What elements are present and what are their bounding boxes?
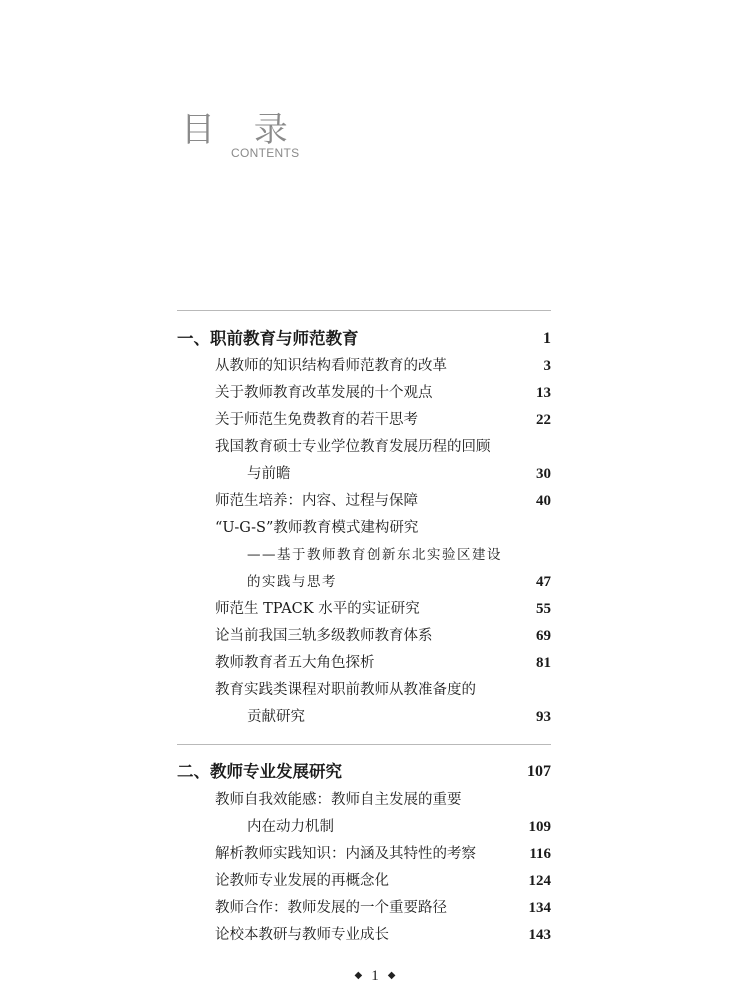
section-heading[interactable] [177, 327, 551, 351]
entry-title: 教师自我效能感：教师自主发展的重要 [215, 792, 462, 808]
entry-title: 我国教育硕士专业学位教育发展历程的回顾 [215, 439, 491, 455]
toc-entry[interactable] [177, 923, 551, 947]
entry-subtitle-continued: 的实践与思考 [247, 574, 337, 590]
toc-entry[interactable] [177, 489, 551, 513]
entry-title: 关于师范生免费教育的若干思考 [215, 412, 418, 428]
entry-page: 47 [536, 574, 551, 590]
entry-page: 22 [536, 412, 551, 428]
toc-entry[interactable] [177, 624, 551, 648]
toc-entry[interactable] [177, 705, 551, 729]
entry-page: 13 [536, 385, 551, 401]
entry-title: 关于教师教育改革发展的十个观点 [215, 385, 433, 401]
toc-entry[interactable] [177, 408, 551, 432]
toc-entry[interactable] [177, 842, 551, 866]
toc-entry[interactable] [177, 815, 551, 839]
toc-entry[interactable] [177, 869, 551, 893]
toc-entry[interactable] [177, 597, 551, 621]
entry-title: 从教师的知识结构看师范教育的改革 [215, 358, 447, 374]
entry-page: 109 [528, 819, 551, 835]
section-title: 一、职前教育与师范教育 [177, 329, 359, 348]
entry-page: 81 [536, 655, 551, 671]
page-subtitle: CONTENTS [231, 146, 300, 160]
entry-title: 教师教育者五大角色探析 [215, 655, 375, 671]
section-rule-2 [177, 744, 551, 745]
entry-title: 教育实践类课程对职前教师从教准备度的 [215, 682, 476, 698]
toc-entry-line[interactable] [177, 788, 551, 812]
toc-entry-line[interactable] [177, 543, 551, 567]
toc-entry[interactable] [177, 381, 551, 405]
toc-entry-line[interactable] [177, 678, 551, 702]
entry-page: 69 [536, 628, 551, 644]
toc-entry[interactable] [177, 462, 551, 486]
entry-title: 论当前我国三轨多级教师教育体系 [215, 628, 433, 644]
entry-title-continued: 与前瞻 [247, 466, 291, 482]
section-title: 二、教师专业发展研究 [177, 762, 342, 781]
toc-entry-line[interactable] [177, 516, 551, 540]
diamond-ornament-icon: ◆ [387, 970, 396, 981]
entry-page: 143 [528, 927, 551, 943]
entry-page: 40 [536, 493, 551, 509]
entry-title: “U-G-S”教师教育模式建构研究 [215, 520, 419, 536]
section-rule-1 [177, 310, 551, 311]
entry-title: 解析教师实践知识：内涵及其特性的考察 [215, 846, 476, 862]
page-title: 目 录 [181, 110, 302, 150]
entry-title: 师范生培养：内容、过程与保障 [215, 493, 418, 509]
toc-entry[interactable] [177, 354, 551, 378]
entry-page: 3 [543, 358, 551, 374]
page-number: 1 [371, 968, 379, 984]
entry-page: 30 [536, 466, 551, 482]
entry-title-continued: 贡献研究 [247, 709, 305, 725]
entry-page: 116 [529, 846, 551, 862]
toc-entry-line[interactable] [177, 435, 551, 459]
section-page: 107 [527, 763, 551, 780]
diamond-ornament-icon: ◆ [354, 970, 363, 981]
entry-title: 师范生 TPACK 水平的实证研究 [215, 601, 420, 617]
page-footer [0, 968, 750, 985]
entry-title-continued: 内在动力机制 [247, 819, 334, 835]
toc-entry[interactable] [177, 896, 551, 920]
entry-title: 论校本教研与教师专业成长 [215, 927, 389, 943]
section-page: 1 [543, 330, 551, 347]
entry-page: 124 [528, 873, 551, 889]
section-heading[interactable] [177, 760, 551, 784]
entry-title: 教师合作：教师发展的一个重要路径 [215, 900, 447, 916]
entry-title: 论教师专业发展的再概念化 [215, 873, 389, 889]
toc-entry[interactable] [177, 570, 551, 594]
entry-page: 93 [536, 709, 551, 725]
entry-subtitle: ——基于教师教育创新东北实验区建设 [247, 547, 502, 563]
entry-page: 55 [536, 601, 551, 617]
entry-page: 134 [528, 900, 551, 916]
toc-entry[interactable] [177, 651, 551, 675]
